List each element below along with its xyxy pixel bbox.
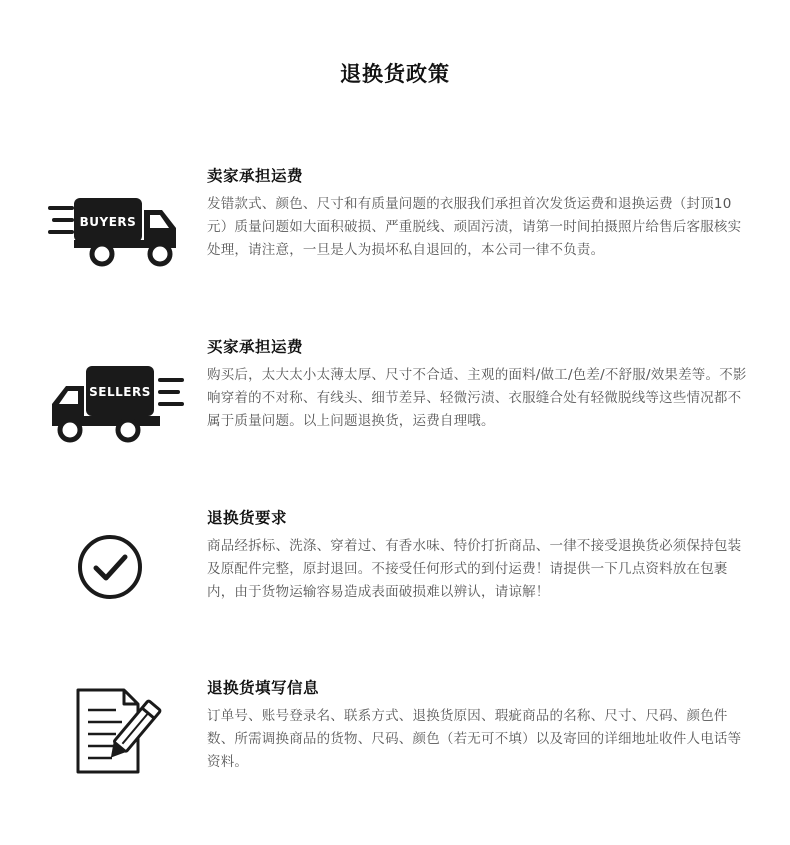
page-title: 退换货政策 xyxy=(340,62,450,86)
section-heading: 买家承担运费 xyxy=(207,338,304,356)
section-body: 购买后，太大太小太薄太厚、尺寸不合适、主观的面料/做工/色差/不舒服/效果差等。不影响穿着的不对称、有线头、细节差异、轻微污渍、衣服缝合处有轻微脱线等这些情况都不属于质量问题。以上问题退换货，运费自理哦。 xyxy=(207,367,747,429)
document-pen-icon xyxy=(72,686,172,778)
section-heading: 卖家承担运费 xyxy=(207,167,304,185)
section-body: 商品经拆标、洗涤、穿着过、有香水味、特价打折商品、一律不接受退换货必须保持包装及原配件完整，原封退回。不接受任何形式的到付运费！请提供一下几点资料放在包裹内，由于货物运输容易造成表面破损难以辨认，请谅解！ xyxy=(207,538,742,600)
truck-label: SELLERS xyxy=(89,385,151,399)
section-heading: 退换货填写信息 xyxy=(207,679,320,697)
checkmark-circle-icon xyxy=(76,533,144,601)
truck-label: BUYERS xyxy=(79,215,137,229)
sellers-truck-icon xyxy=(48,360,188,444)
section-body: 订单号、账号登录名、联系方式、退换货原因、瑕疵商品的名称、尺寸、尺码、颜色件数、所需调换商品的货物、尺码、颜色（若无可不填）以及寄回的详细地址收件人电话等资料。 xyxy=(207,708,742,770)
section-heading: 退换货要求 xyxy=(207,509,288,527)
buyers-truck-icon xyxy=(44,190,184,270)
section-body: 发错款式、颜色、尺寸和有质量问题的衣服我们承担首次发货运费和退换运费（封顶10元）质量问题如大面积破损、严重脱线、顽固污渍，请第一时间拍摄照片给售后客服核实处理，请注意，一旦是人为损坏私自退回的，本公司一律不负责。 xyxy=(207,196,742,258)
